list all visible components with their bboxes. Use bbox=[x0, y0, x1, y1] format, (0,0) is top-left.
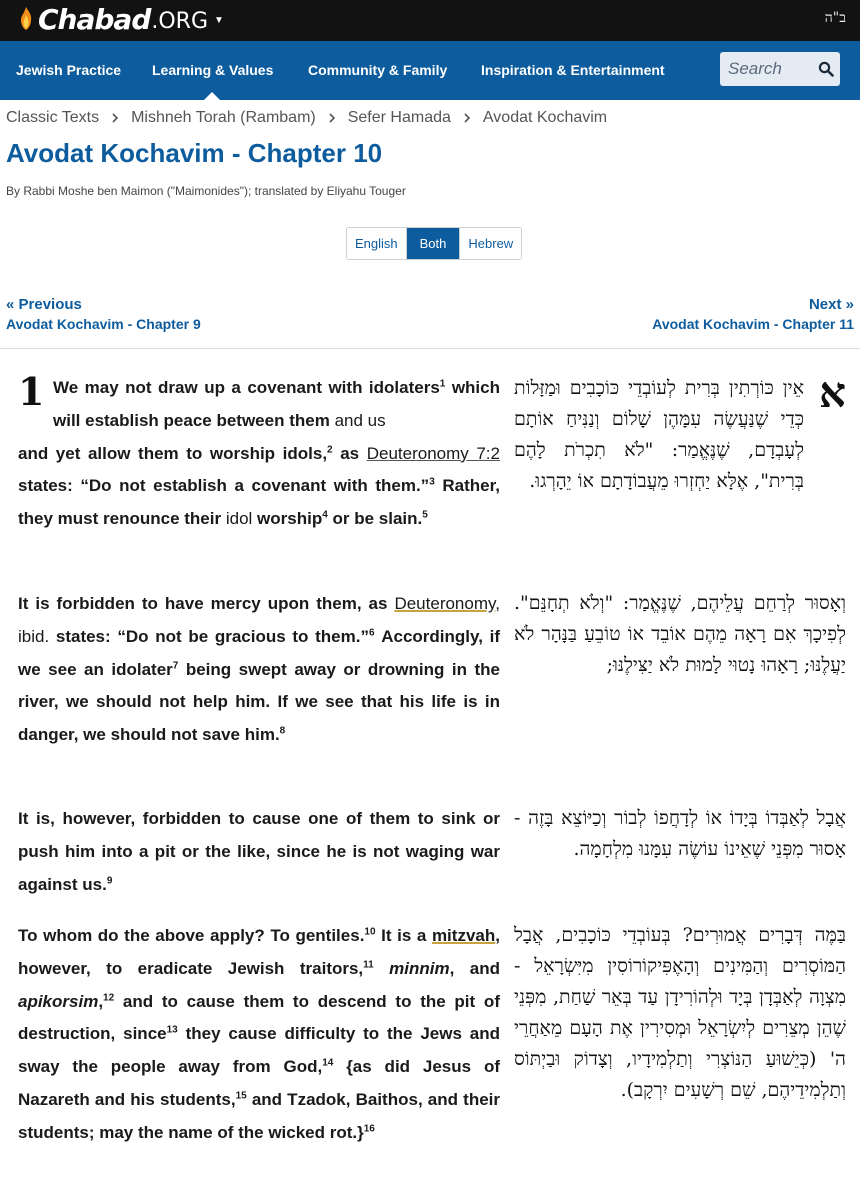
halacha-number-en: 1 bbox=[18, 369, 45, 414]
footnote-ref[interactable]: 9 bbox=[106, 874, 113, 886]
scripture-link[interactable]: Deuteronomy bbox=[394, 594, 496, 613]
footnote-ref[interactable]: 16 bbox=[363, 1123, 375, 1135]
toggle-english[interactable]: English bbox=[347, 228, 407, 259]
hebrew-paragraph-2: וְאָסוּר לְרַחֵם עֲלֵיהֶם, שֶׁנֶּאֱמַר: "וְלֹא תְחָנֵּם". לְפִיכָךְ אִם רָאָה מֵהֶם אוֹבֵד אוֹ טוֹבֵעַ בַּנָּהָר לֹא יַעֲלֶנּוּ; רָאָהוּ נָטוּי לָמוּת לֹא יַצִּילֶנּוּ; bbox=[514, 592, 846, 676]
bh-mark: ב"ה bbox=[824, 10, 846, 26]
english-paragraph-1: We may not draw up a covenant with idolaters$^1$ which will establish peace between them and us and yet allow them to worship idols,$^2$ as Deuteronomy 7:2 states: “Do not establish a covenant with them.”$^3$ Rather, they must renounce their idol worship$^4$ or be slain.$^5$ bbox=[18, 378, 500, 529]
footnote-ref[interactable]: 14 bbox=[322, 1057, 334, 1069]
main-nav bbox=[0, 41, 860, 100]
footnote-ref[interactable]: 5 bbox=[422, 509, 428, 521]
footnote-ref[interactable]: 10 bbox=[364, 926, 376, 938]
footnote-ref[interactable]: 1 bbox=[439, 378, 446, 390]
english-paragraph-4: To whom do the above apply? To gentiles.$^{10}$ It is a mitzvah, however, to eradicate Jewish traitors,$^{11}$ minnim, and apikorsim,$^{12}$ and to cause them to descend to the pit of destruction, since$^{13}$ they cause difficulty to the Jews and sway the people away from God,$^{14}$ {as did Jesus of Nazareth and his students,$^{15}$ and Tzadok, Baithos, and their students; may the name of the wicked rot.}$^{16}$ bbox=[18, 926, 501, 1142]
toggle-both[interactable]: Both bbox=[407, 228, 461, 259]
hebrew-paragraph-1: אֵין כּוֹרְתִין בְּרִית לְעוֹבְדֵי כּוֹכָבִים וּמַזָּלוֹת כְּדֵי שֶׁנַּעֲשֶׂה עִמָּהֶן שָׁלוֹם וְנַנִּיחַ אוֹתָם לְעָבְדָם, שֶׁנֶּאֱמַר: "לֹא תִכְרֹת לָהֶם בְּרִית", אֶלָּא יַחְזְרוּ מֵעֲבוֹדָתָם אוֹ יֵהָרְגוּ. bbox=[514, 377, 804, 492]
hebrew-paragraph-4: בַּמֶּה דְּבָרִים אֲמוּרִים? בְּעוֹבְדֵי כּוֹכָבִים, אֲבָל הַמּוֹסְרִים וְהַמִּינִים וְהָאֶפִּיקוֹרוֹסִין מִיִּשְׂרָאֵל - מִצְוָה לְאַבְּדָן בְּיָד וּלְהוֹרִידָן עַד בְּאֵר שַׁחַת, מִפְּנֵי שֶׁהֵן מְצֵרִים לְיִשְׂרָאֵל וּמְסִירִין אֶת הָעָם מֵאַחֲרֵי ה' (כְּיֵשׁוּעַ הַנּוֹצְרִי וְתַלְמִידָיו, וְצָדוֹק וּבַיְתּוֹס וְתַלְמִידֵיהֶם, שֵׁם רְשָׁעִים יִרְקָב). bbox=[514, 924, 846, 1101]
breadcrumb-avodat-kochavim[interactable]: Avodat Kochavim bbox=[482, 109, 608, 126]
footnote-ref[interactable]: 6 bbox=[368, 627, 375, 639]
nav-jewish-practice[interactable]: Jewish Practice bbox=[16, 62, 122, 78]
footnote-ref[interactable]: 11 bbox=[363, 959, 374, 971]
logo-text: Chabad bbox=[38, 2, 151, 36]
footnote-ref[interactable]: 7 bbox=[172, 659, 179, 671]
divider bbox=[0, 348, 860, 349]
hebrew-paragraph-3: אֲבָל לְאַבְּדוֹ בְּיָדוֹ אוֹ לְדָחֲפוֹ לְבוֹר וְכַיּוֹצֵא בָּזֶה - אָסוּר מִפְּנֵי שֶׁאֵינוֹ עוֹשֶׂה עִמָּנוּ מִלְחָמָה. bbox=[514, 807, 846, 860]
glossary-term-mitzvah[interactable]: mitzvah bbox=[431, 926, 496, 945]
previous-link[interactable]: « Previous bbox=[6, 296, 82, 313]
footnote-ref[interactable]: 4 bbox=[322, 509, 328, 521]
flame-icon bbox=[18, 6, 34, 32]
search-icon[interactable] bbox=[818, 61, 834, 77]
byline: By Rabbi Moshe ben Maimon ("Maimonides"); translated by Eliyahu Touger bbox=[6, 184, 406, 198]
breadcrumb bbox=[6, 109, 607, 127]
search-box bbox=[720, 52, 840, 86]
chevron-down-icon[interactable]: ▼ bbox=[214, 14, 224, 26]
chevron-right-icon bbox=[328, 113, 336, 123]
breadcrumb-sefer-hamada[interactable]: Sefer Hamada bbox=[347, 109, 451, 126]
toggle-hebrew[interactable]: Hebrew bbox=[460, 228, 521, 259]
english-paragraph-2: It is forbidden to have mercy upon them, as Deuteronomy, ibid. states: “Do not be gracious to them.”$^6$ Accordingly, if we see an idolater$^7$ being swept away or drowning in the river, we should not help him. If we see that his life is in danger, we should not save him.$^8$ bbox=[18, 594, 500, 745]
chabad-logo[interactable] bbox=[18, 2, 224, 36]
footnote-ref[interactable]: 8 bbox=[279, 725, 286, 737]
footnote-ref[interactable]: 3 bbox=[429, 476, 435, 488]
footnote-ref[interactable]: 15 bbox=[235, 1090, 247, 1102]
chevron-right-icon bbox=[463, 113, 471, 123]
top-bar bbox=[0, 0, 860, 41]
previous-chapter-link[interactable]: Avodat Kochavim - Chapter 9 bbox=[6, 316, 201, 332]
next-chapter-link[interactable]: Avodat Kochavim - Chapter 11 bbox=[652, 316, 854, 332]
footnote-ref[interactable]: 13 bbox=[166, 1024, 178, 1036]
language-toggle bbox=[346, 227, 522, 260]
next-link[interactable]: Next » bbox=[808, 296, 854, 313]
footnote-ref[interactable]: 12 bbox=[103, 991, 115, 1003]
scripture-link[interactable]: Deuteronomy 7:2 bbox=[366, 443, 500, 463]
chevron-right-icon bbox=[111, 113, 119, 123]
logo-suffix: .ORG bbox=[151, 8, 209, 34]
nav-learning-values[interactable]: Learning & Values bbox=[152, 62, 274, 78]
english-paragraph-3: It is, however, forbidden to cause one of them to sink or push him into a pit or the like, since he is not waging war against us.$^9$ bbox=[18, 809, 500, 894]
nav-inspiration-entertainment[interactable]: Inspiration & Entertainment bbox=[481, 62, 665, 78]
halacha-number-he: א bbox=[819, 368, 846, 417]
search-input[interactable] bbox=[720, 52, 816, 86]
active-nav-indicator bbox=[203, 92, 221, 101]
breadcrumb-mishneh-torah[interactable]: Mishneh Torah (Rambam) bbox=[131, 109, 316, 126]
page-title: Avodat Kochavim - Chapter 10 bbox=[6, 138, 383, 168]
footnote-ref[interactable]: 2 bbox=[327, 443, 333, 455]
breadcrumb-classic-texts[interactable]: Classic Texts bbox=[6, 109, 100, 126]
nav-community-family[interactable]: Community & Family bbox=[308, 62, 448, 78]
